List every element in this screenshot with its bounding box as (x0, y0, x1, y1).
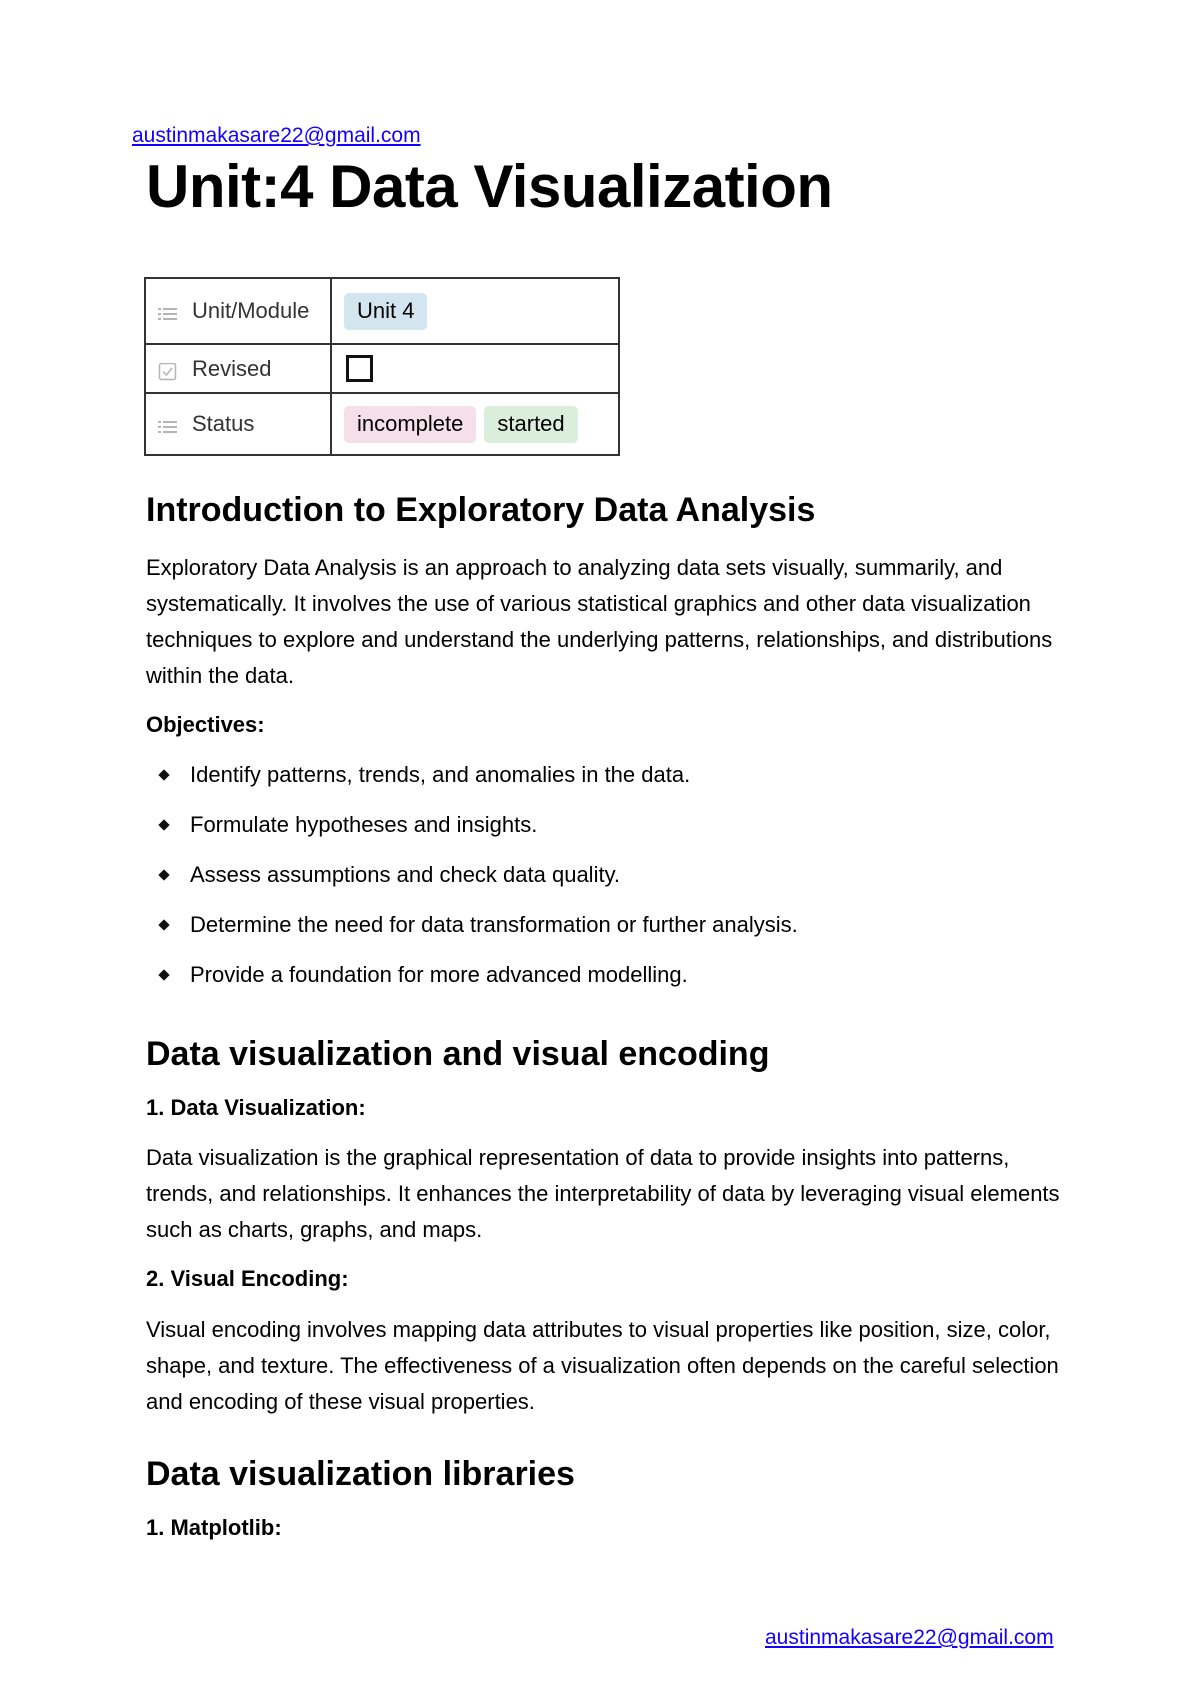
objectives-label: Objectives: (146, 712, 265, 737)
bullet-icon (158, 819, 169, 830)
property-label-status: Status (192, 411, 255, 436)
status-tag-incomplete[interactable]: incomplete (344, 406, 476, 443)
list-item: Formulate hypotheses and insights. (146, 810, 798, 860)
footer-email-link[interactable]: austinmakasare22@gmail.com (765, 1626, 1054, 1649)
property-label-unit-module: Unit/Module (192, 298, 310, 323)
revised-checkbox[interactable] (346, 355, 373, 382)
subheading-matplotlib: 1. Matplotlib: (146, 1515, 282, 1540)
bullet-icon (158, 769, 169, 780)
intro-paragraph: Exploratory Data Analysis is an approach to analyzing data sets visually, summarily, and systematically. It involves the use of various statistical graphics and other data visualization techniques to explore and understand the underlying patterns, relationships, and distributions within the data. (146, 555, 1053, 688)
property-row-unit-module (145, 278, 619, 344)
section-heading-libraries: Data visualization libraries (146, 1455, 575, 1493)
objectives-list (146, 760, 798, 1010)
list-item: Assess assumptions and check data quality. (146, 860, 798, 910)
property-row-status (145, 393, 619, 455)
subheading-visual-encoding: 2. Visual Encoding: (146, 1266, 349, 1291)
property-label-revised: Revised (192, 355, 272, 381)
data-visualization-paragraph: Data visualization is the graphical representation of data to provide insights into patterns, trends, and relationships. It enhances the interpretability of data by leveraging visual elements such as charts, graphs, and maps. (146, 1145, 1060, 1242)
list-item: Provide a foundation for more advanced modelling. (146, 960, 798, 1010)
status-tag-started[interactable]: started (484, 406, 577, 443)
list-icon (158, 416, 178, 434)
section-heading-intro: Introduction to Exploratory Data Analysis (146, 491, 816, 529)
unit-tag[interactable]: Unit 4 (344, 293, 427, 330)
list-item: Determine the need for data transformation or further analysis. (146, 910, 798, 960)
checkbox-property-icon (158, 361, 178, 379)
properties-table (144, 277, 620, 456)
page-title: Unit:4 Data Visualization (146, 153, 833, 220)
subheading-data-visualization: 1. Data Visualization: (146, 1095, 366, 1120)
bullet-icon (158, 969, 169, 980)
section-heading-visualization: Data visualization and visual encoding (146, 1035, 770, 1073)
visual-encoding-paragraph: Visual encoding involves mapping data attributes to visual properties like position, size, color, shape, and texture. The effectiveness of a visualization often depends on the careful selection and encoding of these visual properties. (146, 1317, 1059, 1414)
header-email-link[interactable]: austinmakasare22@gmail.com (132, 124, 421, 147)
list-icon (158, 303, 178, 321)
property-row-revised (145, 344, 619, 393)
bullet-icon (158, 919, 169, 930)
list-item: Identify patterns, trends, and anomalies in the data. (146, 760, 798, 810)
bullet-icon (158, 869, 169, 880)
